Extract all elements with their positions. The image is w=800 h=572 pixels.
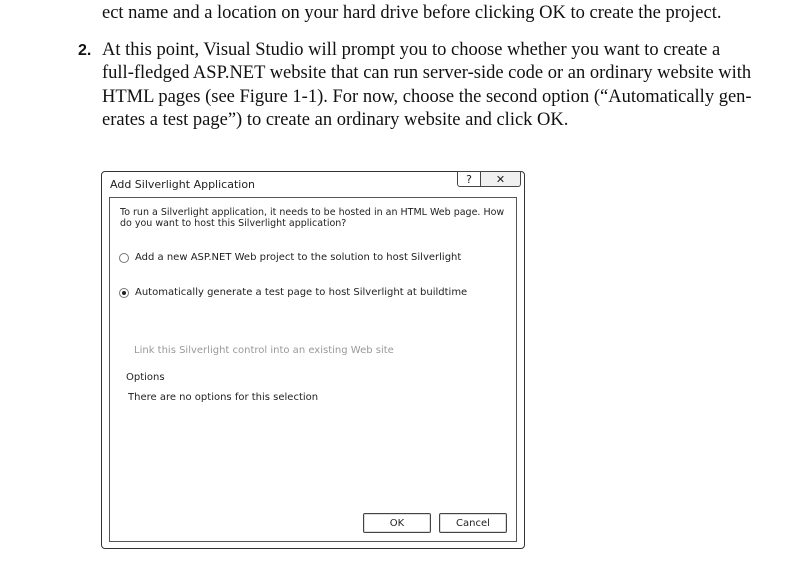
ok-button[interactable]: OK bbox=[363, 513, 431, 533]
option-new-web-project[interactable] bbox=[119, 252, 461, 263]
radio-checked-icon[interactable] bbox=[119, 288, 129, 298]
paragraph-line-4: erates a test page”) to create an ordinary website and click OK. bbox=[102, 110, 569, 130]
option-link-existing-site: Link this Silverlight control into an existing Web site bbox=[134, 345, 394, 356]
paragraph-line-1: At this point, Visual Studio will prompt you to choose whether you want to create a bbox=[102, 40, 721, 60]
options-heading: Options bbox=[126, 372, 165, 383]
option-new-web-project-label: Add a new ASP.NET Web project to the solution to host Silverlight bbox=[135, 252, 462, 263]
paragraph-line-2: full-fledged ASP.NET website that can run server-side code or an ordinary website with bbox=[102, 63, 752, 83]
step-number: 2. bbox=[78, 42, 92, 59]
options-description: There are no options for this selection bbox=[128, 392, 319, 403]
help-button[interactable]: ? bbox=[457, 171, 481, 187]
option-generate-test-page-label: Automatically generate a test page to host Silverlight at buildtime bbox=[135, 287, 468, 298]
option-generate-test-page[interactable] bbox=[119, 287, 467, 298]
add-silverlight-dialog bbox=[101, 171, 525, 549]
paragraph-line-0: ect name and a location on your hard drive before clicking OK to create the project. bbox=[102, 3, 722, 23]
dialog-body bbox=[109, 197, 517, 542]
radio-unchecked-icon[interactable] bbox=[119, 253, 129, 263]
title-buttons bbox=[457, 171, 521, 187]
paragraph-line-3: HTML pages (see Figure 1-1). For now, choose the second option (“Automatically gen- bbox=[102, 87, 752, 107]
dialog-title: Add Silverlight Application bbox=[110, 178, 256, 191]
close-button[interactable]: ✕ bbox=[481, 171, 521, 187]
cancel-button[interactable]: Cancel bbox=[439, 513, 507, 533]
dialog-prompt: To run a Silverlight application, it needs to be hosted in an HTML Web page. How do you want to host this Silverlight application? bbox=[120, 207, 505, 229]
